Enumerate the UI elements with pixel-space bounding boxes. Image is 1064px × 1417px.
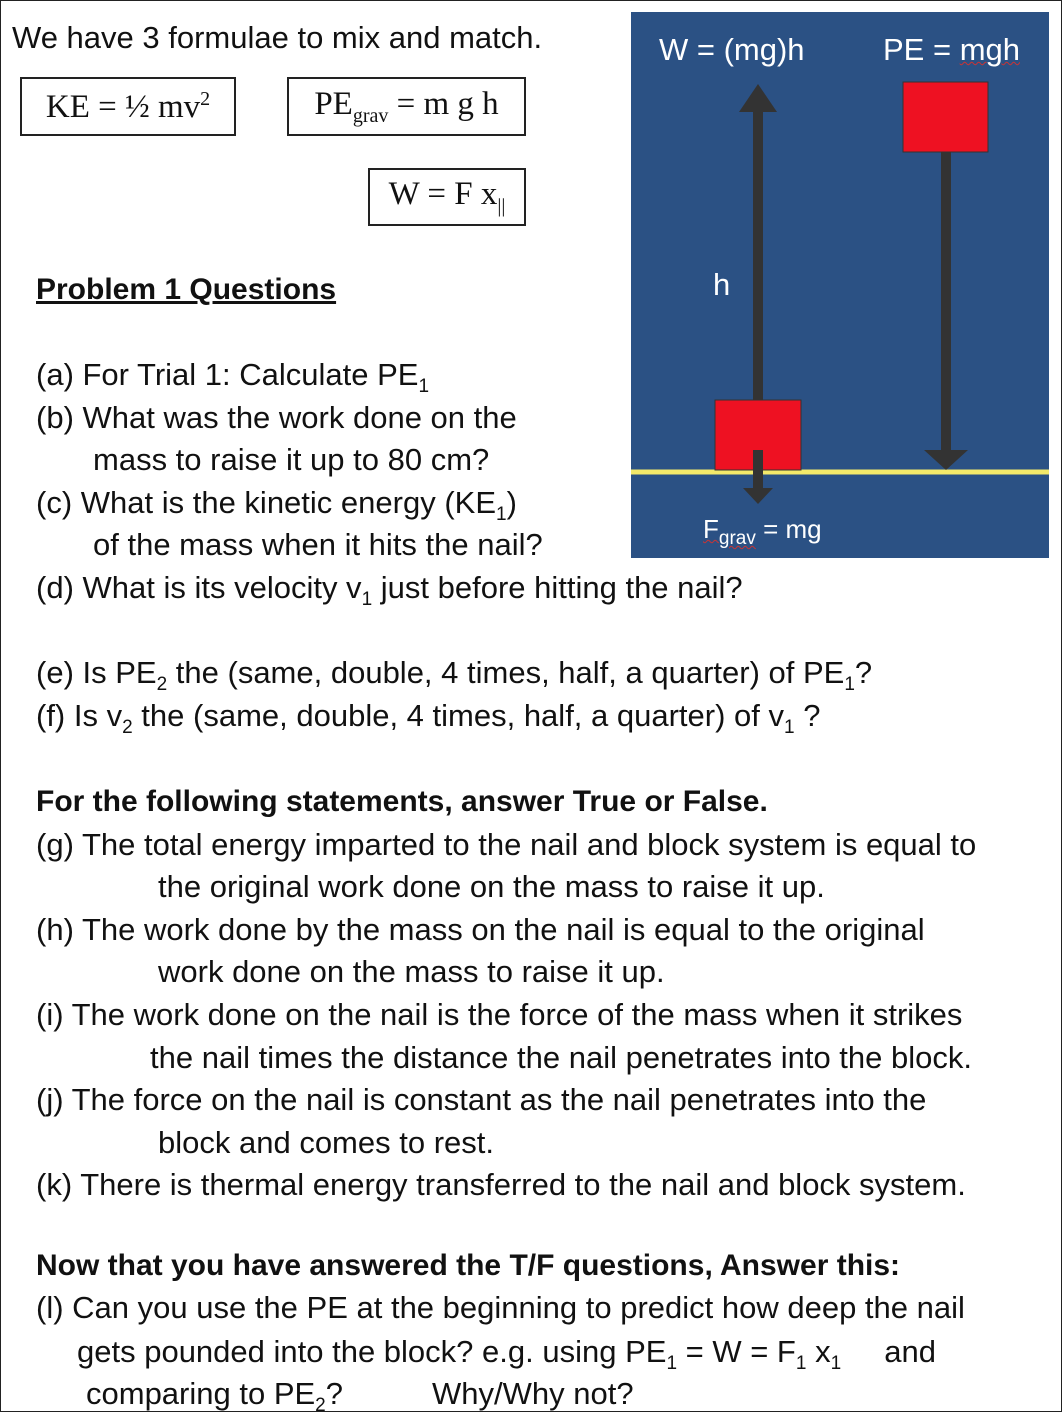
- final-heading: Now that you have answered the T/F questions, Answer this:: [36, 1249, 901, 1282]
- diagram-graphics: [631, 12, 1049, 558]
- down-arrow-icon: [743, 488, 773, 504]
- statement-g-line1: (g) The total energy imparted to the nail and block system is equal to: [36, 827, 977, 862]
- question-a: (a) For Trial 1: Calculate $PE_1$: [36, 357, 430, 397]
- ke-formula: KE = ½ $mv^2$: [45, 87, 211, 125]
- ke-formula-box: [20, 77, 236, 136]
- gravity-force-label: $F_{grav}$ = mg: [703, 514, 822, 549]
- gravity-arrow-shaft: [753, 450, 763, 490]
- pe-label: PE = mgh: [883, 32, 1020, 67]
- statement-i-line2: the nail times the distance the nail penetrates into the block.: [150, 1040, 972, 1075]
- tf-heading: For the following statements, answer True or False.: [36, 785, 768, 818]
- question-l-line2: gets pounded into the block? e.g. using $PE_1 = W = F_1$ $x_1$ and: [77, 1334, 936, 1374]
- question-e: (e) Is $PE_2$ the (same, double, 4 times, half, a quarter) of $PE_1$?: [36, 655, 873, 695]
- pe-formula-box: [287, 77, 526, 136]
- statement-j-line2: block and comes to rest.: [158, 1125, 494, 1160]
- pe-formula: $PE_{grav} = m$ g h: [314, 85, 499, 127]
- height-arrow-shaft: [753, 107, 763, 407]
- statement-k: (k) There is thermal energy transferred to the nail and block system.: [36, 1167, 966, 1202]
- question-c-line1: (c) What is the kinetic energy $(KE_1)$: [36, 485, 517, 525]
- work-label: W = (mg)h: [659, 32, 805, 67]
- statement-j-line1: (j) The force on the nail is constant as the nail penetrates into the: [36, 1082, 927, 1117]
- statement-h-line2: work done on the mass to raise it up.: [158, 954, 665, 989]
- work-formula-box: [368, 168, 526, 226]
- up-arrow-icon: [739, 84, 777, 112]
- intro-text: We have 3 formulae to mix and match.: [12, 20, 543, 55]
- question-l-line1: (l) Can you use the PE at the beginning to predict how deep the nail: [36, 1290, 965, 1325]
- question-l-line3: comparing to $PE_2$?: [86, 1376, 343, 1416]
- question-c-line2: of the mass when it hits the nail?: [93, 527, 543, 562]
- question-f: (f) Is $v_2$ the (same, double, 4 times, half, a quarter) of $v_1$ ?: [36, 698, 821, 738]
- energy-diagram: [631, 12, 1049, 558]
- statement-h-line1: (h) The work done by the mass on the nail is equal to the original: [36, 912, 925, 947]
- question-l-why: Why/Why not?: [432, 1376, 634, 1411]
- pe-arrow-shaft: [941, 152, 951, 454]
- statement-i-line1: (i) The work done on the nail is the force of the mass when it strikes: [36, 997, 963, 1032]
- pe-down-arrow-icon: [924, 450, 968, 470]
- work-formula: W = F $x_{||}$: [388, 176, 506, 217]
- mass-block-raised: [903, 82, 988, 152]
- question-b-line2: mass to raise it up to 80 cm?: [93, 442, 490, 477]
- problem-heading: Problem 1 Questions: [36, 273, 337, 306]
- height-label: h: [713, 267, 731, 302]
- question-b-line1: (b) What was the work done on the: [36, 400, 517, 435]
- question-d: (d) What is its velocity $v_1$ just before hitting the nail?: [36, 570, 743, 610]
- statement-g-line2: the original work done on the mass to raise it up.: [158, 869, 825, 904]
